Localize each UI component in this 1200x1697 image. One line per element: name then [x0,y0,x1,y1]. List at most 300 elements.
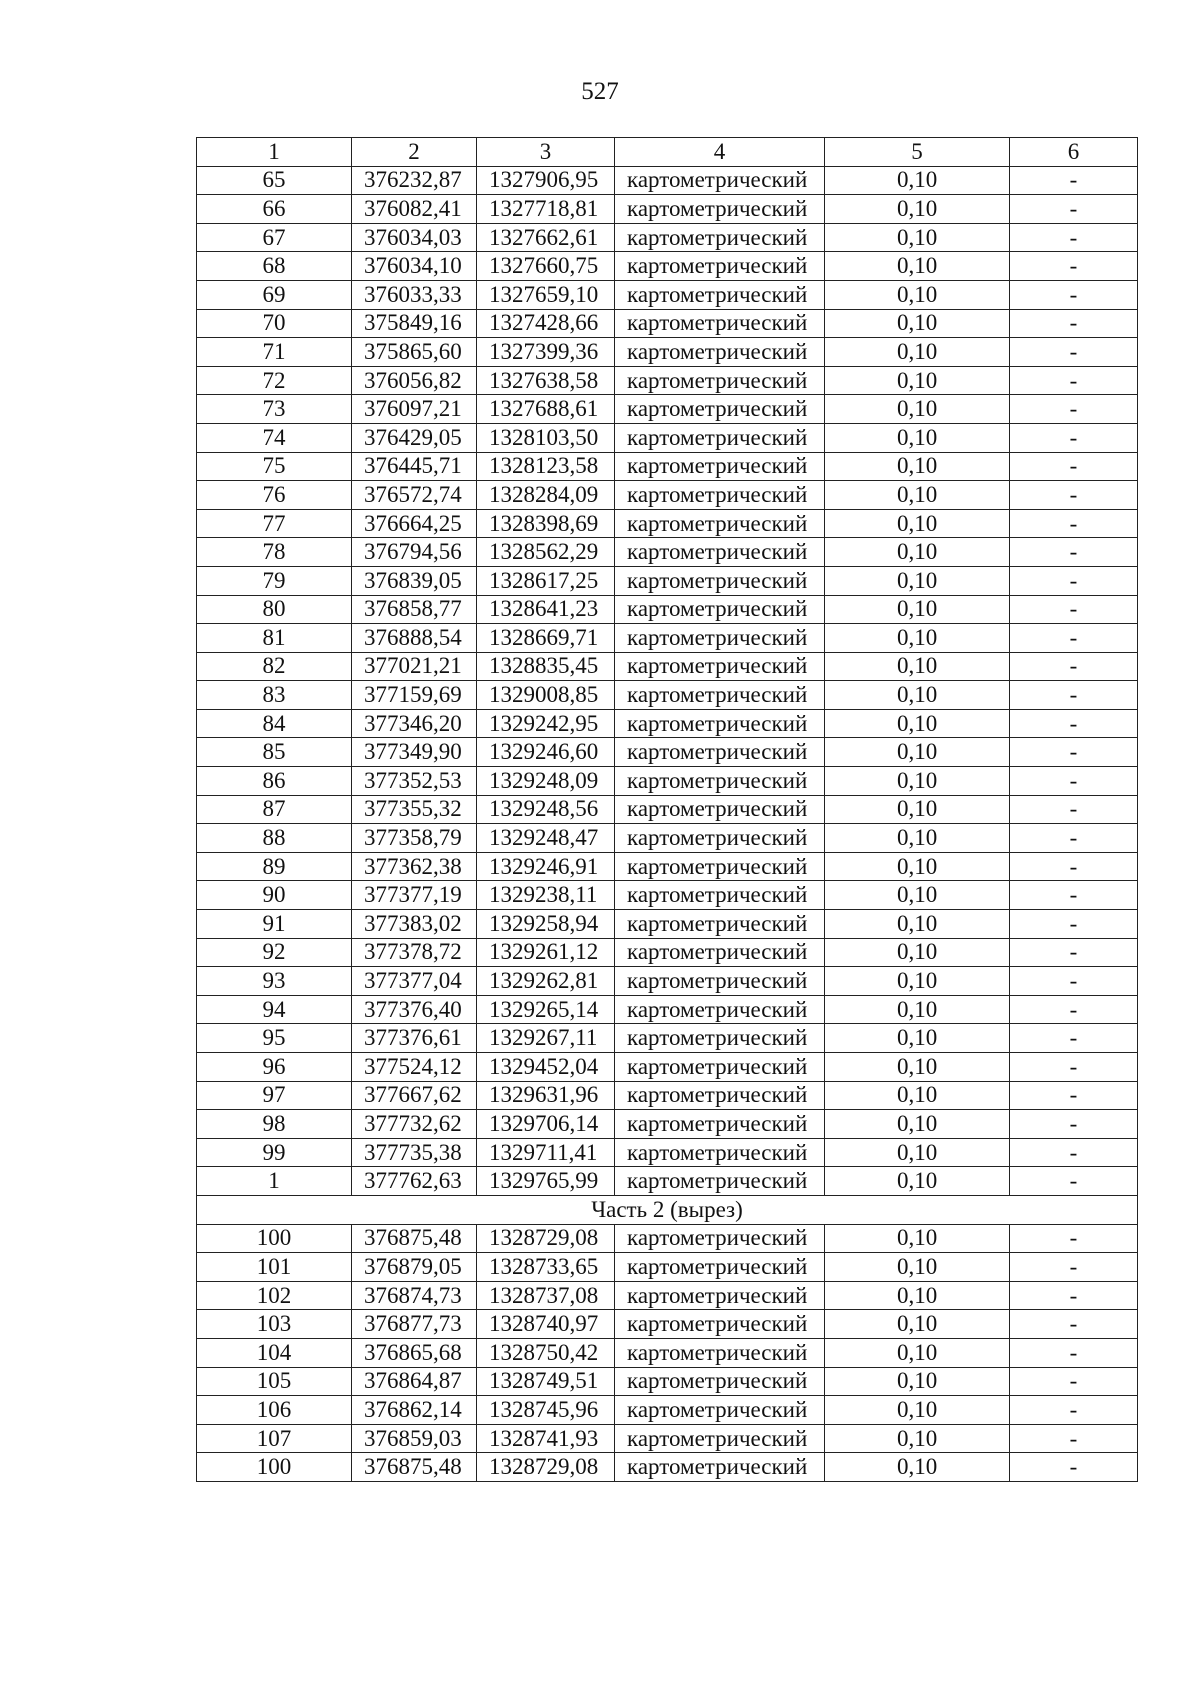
x-coordinate-cell: 376232,87 [352,166,477,195]
point-number-cell: 100 [197,1224,352,1253]
point-number-cell: 99 [197,1138,352,1167]
point-number-cell: 70 [197,309,352,338]
point-number-cell: 105 [197,1367,352,1396]
x-coordinate-cell: 377355,32 [352,795,477,824]
y-coordinate-cell: 1329711,41 [477,1138,615,1167]
accuracy-cell: 0,10 [825,1396,1010,1425]
point-number-cell: 87 [197,795,352,824]
method-cell: картометрический [615,795,825,824]
x-coordinate-cell: 376862,14 [352,1396,477,1425]
point-number-cell: 79 [197,566,352,595]
note-cell: - [1010,538,1138,567]
accuracy-cell: 0,10 [825,366,1010,395]
y-coordinate-cell: 1327428,66 [477,309,615,338]
note-cell: - [1010,795,1138,824]
accuracy-cell: 0,10 [825,509,1010,538]
page-number: 527 [581,78,619,105]
method-cell: картометрический [615,223,825,252]
point-number-cell: 86 [197,767,352,796]
y-coordinate-cell: 1328741,93 [477,1424,615,1453]
y-coordinate-cell: 1329248,09 [477,767,615,796]
note-cell: - [1010,509,1138,538]
note-cell: - [1010,767,1138,796]
accuracy-cell: 0,10 [825,309,1010,338]
table-row [197,1396,1138,1425]
table-row [197,166,1138,195]
y-coordinate-cell: 1327660,75 [477,252,615,281]
accuracy-cell: 0,10 [825,280,1010,309]
note-cell: - [1010,566,1138,595]
point-number-cell: 69 [197,280,352,309]
table-row [197,1367,1138,1396]
method-cell: картометрический [615,681,825,710]
table-row [197,1281,1138,1310]
method-cell: картометрический [615,1110,825,1139]
y-coordinate-cell: 1328617,25 [477,566,615,595]
accuracy-cell: 0,10 [825,881,1010,910]
x-coordinate-cell: 377358,79 [352,824,477,853]
table-row [197,938,1138,967]
table-row [197,195,1138,224]
x-coordinate-cell: 377735,38 [352,1138,477,1167]
method-cell: картометрический [615,1024,825,1053]
x-coordinate-cell: 376664,25 [352,509,477,538]
table-row [197,1024,1138,1053]
table-row [197,366,1138,395]
point-number-cell: 1 [197,1167,352,1196]
method-cell: картометрический [615,1138,825,1167]
table-row [197,824,1138,853]
point-number-cell: 93 [197,967,352,996]
y-coordinate-cell: 1328729,08 [477,1453,615,1482]
y-coordinate-cell: 1328737,08 [477,1281,615,1310]
y-coordinate-cell: 1329261,12 [477,938,615,967]
method-cell: картометрический [615,824,825,853]
method-cell: картометрический [615,309,825,338]
accuracy-cell: 0,10 [825,1310,1010,1339]
method-cell: картометрический [615,938,825,967]
method-cell: картометрический [615,1338,825,1367]
accuracy-cell: 0,10 [825,1338,1010,1367]
point-number-cell: 84 [197,709,352,738]
point-number-cell: 83 [197,681,352,710]
accuracy-cell: 0,10 [825,709,1010,738]
note-cell: - [1010,481,1138,510]
x-coordinate-cell: 376865,68 [352,1338,477,1367]
point-number-cell: 73 [197,395,352,424]
x-coordinate-cell: 376033,33 [352,280,477,309]
x-coordinate-cell: 375865,60 [352,338,477,367]
note-cell: - [1010,881,1138,910]
point-number-cell: 100 [197,1453,352,1482]
table-row [197,1453,1138,1482]
method-cell: картометрический [615,595,825,624]
method-cell: картометрический [615,252,825,281]
x-coordinate-cell: 376034,03 [352,223,477,252]
column-header-6: 6 [1010,138,1138,167]
note-cell: - [1010,738,1138,767]
accuracy-cell: 0,10 [825,1053,1010,1082]
y-coordinate-cell: 1327399,36 [477,338,615,367]
point-number-cell: 88 [197,824,352,853]
x-coordinate-cell: 377376,40 [352,995,477,1024]
accuracy-cell: 0,10 [825,967,1010,996]
y-coordinate-cell: 1327688,61 [477,395,615,424]
y-coordinate-cell: 1329452,04 [477,1053,615,1082]
point-number-cell: 76 [197,481,352,510]
note-cell: - [1010,1110,1138,1139]
accuracy-cell: 0,10 [825,423,1010,452]
accuracy-cell: 0,10 [825,852,1010,881]
table-row [197,309,1138,338]
note-cell: - [1010,624,1138,653]
point-number-cell: 107 [197,1424,352,1453]
accuracy-cell: 0,10 [825,1110,1010,1139]
point-number-cell: 78 [197,538,352,567]
note-cell: - [1010,852,1138,881]
column-header-3: 3 [477,138,615,167]
note-cell: - [1010,1053,1138,1082]
x-coordinate-cell: 376859,03 [352,1424,477,1453]
method-cell: картометрический [615,166,825,195]
column-header-5: 5 [825,138,1010,167]
y-coordinate-cell: 1328669,71 [477,624,615,653]
y-coordinate-cell: 1329267,11 [477,1024,615,1053]
accuracy-cell: 0,10 [825,481,1010,510]
method-cell: картометрический [615,1167,825,1196]
note-cell: - [1010,1424,1138,1453]
method-cell: картометрический [615,509,825,538]
table-row [197,709,1138,738]
method-cell: картометрический [615,624,825,653]
coordinates-table [196,137,1138,1482]
y-coordinate-cell: 1328641,23 [477,595,615,624]
note-cell: - [1010,824,1138,853]
note-cell: - [1010,338,1138,367]
note-cell: - [1010,1281,1138,1310]
y-coordinate-cell: 1328123,58 [477,452,615,481]
header-row [197,138,1138,167]
accuracy-cell: 0,10 [825,1424,1010,1453]
y-coordinate-cell: 1329258,94 [477,910,615,939]
x-coordinate-cell: 377383,02 [352,910,477,939]
y-coordinate-cell: 1328398,69 [477,509,615,538]
table-row [197,509,1138,538]
note-cell: - [1010,195,1138,224]
x-coordinate-cell: 377762,63 [352,1167,477,1196]
y-coordinate-cell: 1327638,58 [477,366,615,395]
table-row [197,1424,1138,1453]
accuracy-cell: 0,10 [825,1081,1010,1110]
table-row [197,595,1138,624]
table-row [197,1081,1138,1110]
x-coordinate-cell: 376864,87 [352,1367,477,1396]
accuracy-cell: 0,10 [825,1224,1010,1253]
method-cell: картометрический [615,1224,825,1253]
table-row [197,652,1138,681]
x-coordinate-cell: 376429,05 [352,423,477,452]
note-cell: - [1010,995,1138,1024]
section-separator-row [197,1195,1138,1224]
table-row [197,223,1138,252]
y-coordinate-cell: 1329765,99 [477,1167,615,1196]
note-cell: - [1010,452,1138,481]
table-row [197,738,1138,767]
x-coordinate-cell: 377378,72 [352,938,477,967]
x-coordinate-cell: 376445,71 [352,452,477,481]
method-cell: картометрический [615,738,825,767]
accuracy-cell: 0,10 [825,624,1010,653]
note-cell: - [1010,366,1138,395]
table-row [197,995,1138,1024]
x-coordinate-cell: 377021,21 [352,652,477,681]
accuracy-cell: 0,10 [825,538,1010,567]
accuracy-cell: 0,10 [825,1167,1010,1196]
accuracy-cell: 0,10 [825,595,1010,624]
accuracy-cell: 0,10 [825,767,1010,796]
part1-rows [197,166,1138,1195]
y-coordinate-cell: 1327662,61 [477,223,615,252]
x-coordinate-cell: 376794,56 [352,538,477,567]
point-number-cell: 71 [197,338,352,367]
accuracy-cell: 0,10 [825,338,1010,367]
x-coordinate-cell: 376875,48 [352,1224,477,1253]
x-coordinate-cell: 377349,90 [352,738,477,767]
note-cell: - [1010,280,1138,309]
y-coordinate-cell: 1328103,50 [477,423,615,452]
column-header-1: 1 [197,138,352,167]
point-number-cell: 91 [197,910,352,939]
table-row [197,967,1138,996]
x-coordinate-cell: 377524,12 [352,1053,477,1082]
note-cell: - [1010,709,1138,738]
method-cell: картометрический [615,1253,825,1282]
point-number-cell: 77 [197,509,352,538]
x-coordinate-cell: 376875,48 [352,1453,477,1482]
part2-section-header [197,1195,1138,1224]
x-coordinate-cell: 376879,05 [352,1253,477,1282]
method-cell: картометрический [615,995,825,1024]
accuracy-cell: 0,10 [825,1138,1010,1167]
note-cell: - [1010,1396,1138,1425]
point-number-cell: 85 [197,738,352,767]
y-coordinate-cell: 1328733,65 [477,1253,615,1282]
method-cell: картометрический [615,1453,825,1482]
note-cell: - [1010,395,1138,424]
note-cell: - [1010,967,1138,996]
table-row [197,538,1138,567]
y-coordinate-cell: 1328562,29 [477,538,615,567]
point-number-cell: 68 [197,252,352,281]
table-row [197,910,1138,939]
note-cell: - [1010,1310,1138,1339]
note-cell: - [1010,1453,1138,1482]
x-coordinate-cell: 377362,38 [352,852,477,881]
accuracy-cell: 0,10 [825,910,1010,939]
table-row [197,1110,1138,1139]
accuracy-cell: 0,10 [825,738,1010,767]
note-cell: - [1010,595,1138,624]
note-cell: - [1010,1224,1138,1253]
accuracy-cell: 0,10 [825,566,1010,595]
accuracy-cell: 0,10 [825,824,1010,853]
table-row [197,1338,1138,1367]
method-cell: картометрический [615,481,825,510]
note-cell: - [1010,309,1138,338]
y-coordinate-cell: 1329248,56 [477,795,615,824]
accuracy-cell: 0,10 [825,223,1010,252]
method-cell: картометрический [615,423,825,452]
y-coordinate-cell: 1327659,10 [477,280,615,309]
y-coordinate-cell: 1328835,45 [477,652,615,681]
note-cell: - [1010,423,1138,452]
method-cell: картометрический [615,910,825,939]
accuracy-cell: 0,10 [825,652,1010,681]
method-cell: картометрический [615,967,825,996]
table-row [197,767,1138,796]
accuracy-cell: 0,10 [825,1453,1010,1482]
point-number-cell: 92 [197,938,352,967]
x-coordinate-cell: 377352,53 [352,767,477,796]
method-cell: картометрический [615,1367,825,1396]
accuracy-cell: 0,10 [825,195,1010,224]
y-coordinate-cell: 1327718,81 [477,195,615,224]
point-number-cell: 98 [197,1110,352,1139]
table-row [197,280,1138,309]
note-cell: - [1010,166,1138,195]
table-row [197,624,1138,653]
x-coordinate-cell: 377667,62 [352,1081,477,1110]
point-number-cell: 94 [197,995,352,1024]
method-cell: картометрический [615,1281,825,1310]
x-coordinate-cell: 377377,04 [352,967,477,996]
accuracy-cell: 0,10 [825,681,1010,710]
accuracy-cell: 0,10 [825,452,1010,481]
method-cell: картометрический [615,280,825,309]
point-number-cell: 97 [197,1081,352,1110]
note-cell: - [1010,1338,1138,1367]
accuracy-cell: 0,10 [825,1253,1010,1282]
x-coordinate-cell: 377377,19 [352,881,477,910]
method-cell: картометрический [615,566,825,595]
table-row [197,452,1138,481]
y-coordinate-cell: 1329246,60 [477,738,615,767]
y-coordinate-cell: 1329631,96 [477,1081,615,1110]
x-coordinate-cell: 376572,74 [352,481,477,510]
y-coordinate-cell: 1329262,81 [477,967,615,996]
method-cell: картометрический [615,538,825,567]
point-number-cell: 81 [197,624,352,653]
x-coordinate-cell: 377159,69 [352,681,477,710]
y-coordinate-cell: 1328740,97 [477,1310,615,1339]
x-coordinate-cell: 376056,82 [352,366,477,395]
table-row [197,852,1138,881]
x-coordinate-cell: 377376,61 [352,1024,477,1053]
accuracy-cell: 0,10 [825,1024,1010,1053]
accuracy-cell: 0,10 [825,395,1010,424]
y-coordinate-cell: 1328729,08 [477,1224,615,1253]
table-row [197,1224,1138,1253]
x-coordinate-cell: 376097,21 [352,395,477,424]
y-coordinate-cell: 1329265,14 [477,995,615,1024]
note-cell: - [1010,223,1138,252]
point-number-cell: 82 [197,652,352,681]
note-cell: - [1010,1253,1138,1282]
point-number-cell: 103 [197,1310,352,1339]
x-coordinate-cell: 376858,77 [352,595,477,624]
point-number-cell: 66 [197,195,352,224]
y-coordinate-cell: 1329242,95 [477,709,615,738]
x-coordinate-cell: 375849,16 [352,309,477,338]
point-number-cell: 106 [197,1396,352,1425]
y-coordinate-cell: 1328284,09 [477,481,615,510]
accuracy-cell: 0,10 [825,795,1010,824]
y-coordinate-cell: 1329246,91 [477,852,615,881]
point-number-cell: 80 [197,595,352,624]
note-cell: - [1010,681,1138,710]
x-coordinate-cell: 377732,62 [352,1110,477,1139]
x-coordinate-cell: 376082,41 [352,195,477,224]
point-number-cell: 72 [197,366,352,395]
y-coordinate-cell: 1329706,14 [477,1110,615,1139]
method-cell: картометрический [615,452,825,481]
note-cell: - [1010,1167,1138,1196]
table-row [197,1138,1138,1167]
part2-rows [197,1224,1138,1481]
accuracy-cell: 0,10 [825,1281,1010,1310]
method-cell: картометрический [615,652,825,681]
y-coordinate-cell: 1329248,47 [477,824,615,853]
x-coordinate-cell: 376877,73 [352,1310,477,1339]
table-row [197,566,1138,595]
point-number-cell: 102 [197,1281,352,1310]
method-cell: картометрический [615,1053,825,1082]
x-coordinate-cell: 376888,54 [352,624,477,653]
note-cell: - [1010,910,1138,939]
note-cell: - [1010,652,1138,681]
table-row [197,481,1138,510]
column-header-2: 2 [352,138,477,167]
table-row [197,395,1138,424]
y-coordinate-cell: 1328750,42 [477,1338,615,1367]
accuracy-cell: 0,10 [825,938,1010,967]
point-number-cell: 104 [197,1338,352,1367]
x-coordinate-cell: 376874,73 [352,1281,477,1310]
accuracy-cell: 0,10 [825,252,1010,281]
y-coordinate-cell: 1329008,85 [477,681,615,710]
table-row [197,338,1138,367]
method-cell: картометрический [615,195,825,224]
table-row [197,881,1138,910]
method-cell: картометрический [615,1310,825,1339]
method-cell: картометрический [615,767,825,796]
point-number-cell: 101 [197,1253,352,1282]
x-coordinate-cell: 376034,10 [352,252,477,281]
part2-title: Часть 2 (вырез) [197,1195,1138,1224]
method-cell: картометрический [615,366,825,395]
column-header-4: 4 [615,138,825,167]
table-row [197,1253,1138,1282]
x-coordinate-cell: 376839,05 [352,566,477,595]
y-coordinate-cell: 1327906,95 [477,166,615,195]
y-coordinate-cell: 1328749,51 [477,1367,615,1396]
note-cell: - [1010,938,1138,967]
note-cell: - [1010,1367,1138,1396]
method-cell: картометрический [615,338,825,367]
note-cell: - [1010,1138,1138,1167]
table-row [197,795,1138,824]
note-cell: - [1010,252,1138,281]
